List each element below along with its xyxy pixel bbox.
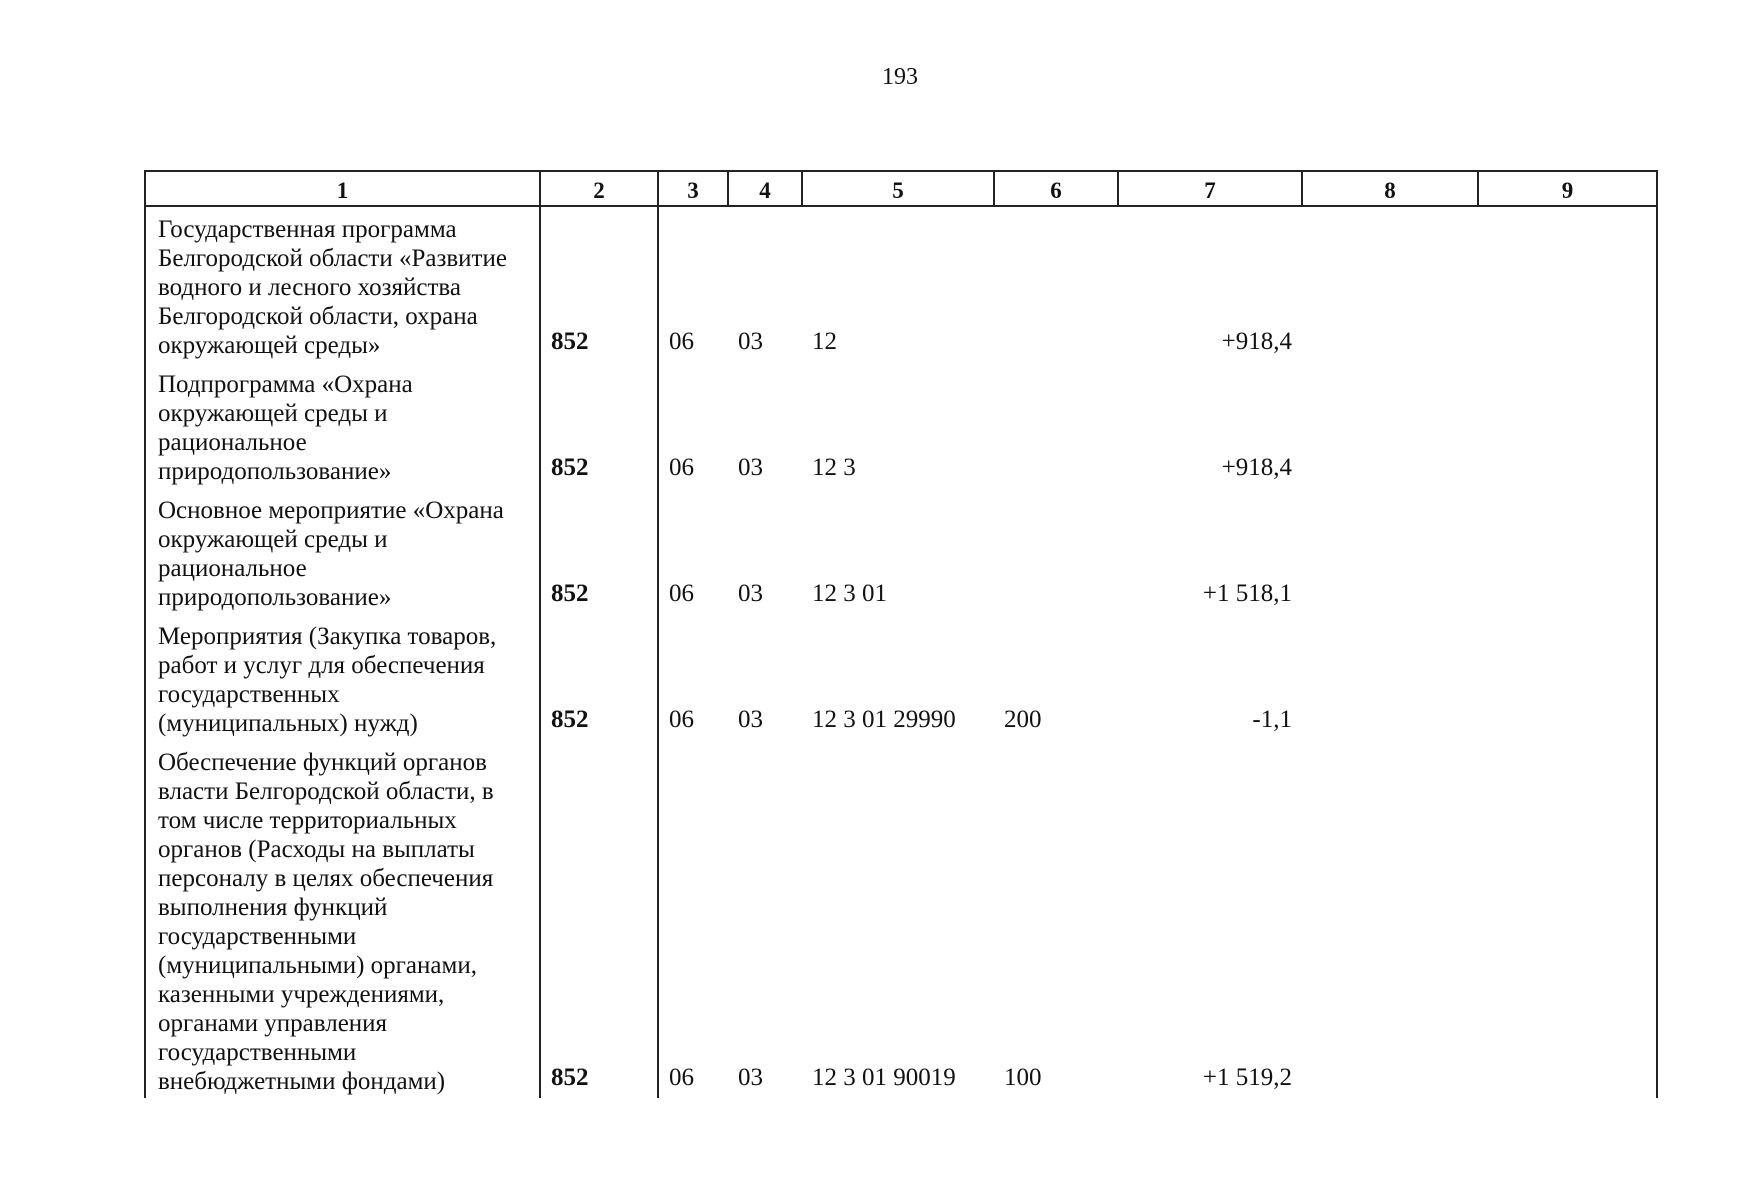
row-vr — [994, 362, 1118, 488]
row-vr: 100 — [1004, 1064, 1042, 1091]
table-row — [145, 206, 1657, 362]
row-csr: 12 3 01 29990 — [812, 706, 956, 733]
row-vr: 200 — [1004, 706, 1042, 733]
table-row — [145, 488, 1657, 614]
row-vr — [994, 488, 1118, 614]
row-col9 — [1478, 206, 1657, 362]
row-pr: 03 — [738, 454, 763, 481]
row-col9 — [1478, 740, 1657, 1098]
row-vr — [994, 206, 1118, 362]
row-csr: 12 — [812, 328, 837, 355]
table-row — [145, 614, 1657, 740]
row-col8 — [1302, 614, 1478, 740]
col-header-3: 3 — [658, 171, 728, 206]
col-header-2: 2 — [540, 171, 658, 206]
row-rz: 06 — [658, 362, 728, 488]
row-sum: -1,1 — [1252, 706, 1292, 733]
row-csr: 12 3 — [812, 454, 856, 481]
table-row — [145, 740, 1657, 1098]
table-row — [145, 362, 1657, 488]
row-col8 — [1302, 206, 1478, 362]
row-col9 — [1478, 488, 1657, 614]
budget-table — [144, 170, 1658, 1098]
row-sum: +1 518,1 — [1202, 580, 1292, 607]
row-name: Основное мероприятие «Охрана окружающей среды и рациональное природопользование» — [145, 488, 540, 614]
page-number: 193 — [882, 64, 918, 90]
row-name: Подпрограмма «Охрана окружающей среды и рациональное природопользование» — [145, 362, 540, 488]
table-header-row — [145, 171, 1657, 206]
row-rz: 06 — [658, 614, 728, 740]
row-col8 — [1302, 740, 1478, 1098]
row-sum: +918,4 — [1221, 454, 1292, 481]
row-csr: 12 3 01 — [812, 580, 887, 607]
col-header-9: 9 — [1478, 171, 1657, 206]
row-col9 — [1478, 614, 1657, 740]
row-grbs: 852 — [540, 488, 658, 614]
col-header-5: 5 — [802, 171, 994, 206]
row-grbs: 852 — [540, 740, 658, 1098]
col-header-8: 8 — [1302, 171, 1478, 206]
row-pr: 03 — [738, 1064, 763, 1091]
row-name: Обеспечение функций органов власти Белгородской области, в том числе территориальных органов (Расходы на выплаты персоналу в целях обеспечения выполнения функций государственными (муниципальными) органами, казенными учреждениями, органами управления государственными внебюджетными фондами) — [145, 740, 540, 1098]
row-grbs: 852 — [540, 206, 658, 362]
row-sum: +1 519,2 — [1202, 1064, 1292, 1091]
row-pr: 03 — [738, 706, 763, 733]
row-grbs: 852 — [540, 614, 658, 740]
row-csr: 12 3 01 90019 — [812, 1064, 956, 1091]
row-pr: 03 — [738, 580, 763, 607]
row-pr: 03 — [738, 328, 763, 355]
row-rz: 06 — [658, 740, 728, 1098]
row-grbs: 852 — [540, 362, 658, 488]
row-name: Государственная программа Белгородской области «Развитие водного и лесного хозяйства Белгородской области, охрана окружающей среды» — [145, 206, 540, 362]
col-header-7: 7 — [1118, 171, 1302, 206]
row-col9 — [1478, 362, 1657, 488]
col-header-4: 4 — [728, 171, 802, 206]
col-header-6: 6 — [994, 171, 1118, 206]
row-col8 — [1302, 362, 1478, 488]
row-rz: 06 — [658, 206, 728, 362]
row-name: Мероприятия (Закупка товаров, работ и услуг для обеспечения государственных (муниципальных) нужд) — [145, 614, 540, 740]
row-col8 — [1302, 488, 1478, 614]
col-header-1: 1 — [145, 171, 540, 206]
row-rz: 06 — [658, 488, 728, 614]
row-sum: +918,4 — [1221, 328, 1292, 355]
